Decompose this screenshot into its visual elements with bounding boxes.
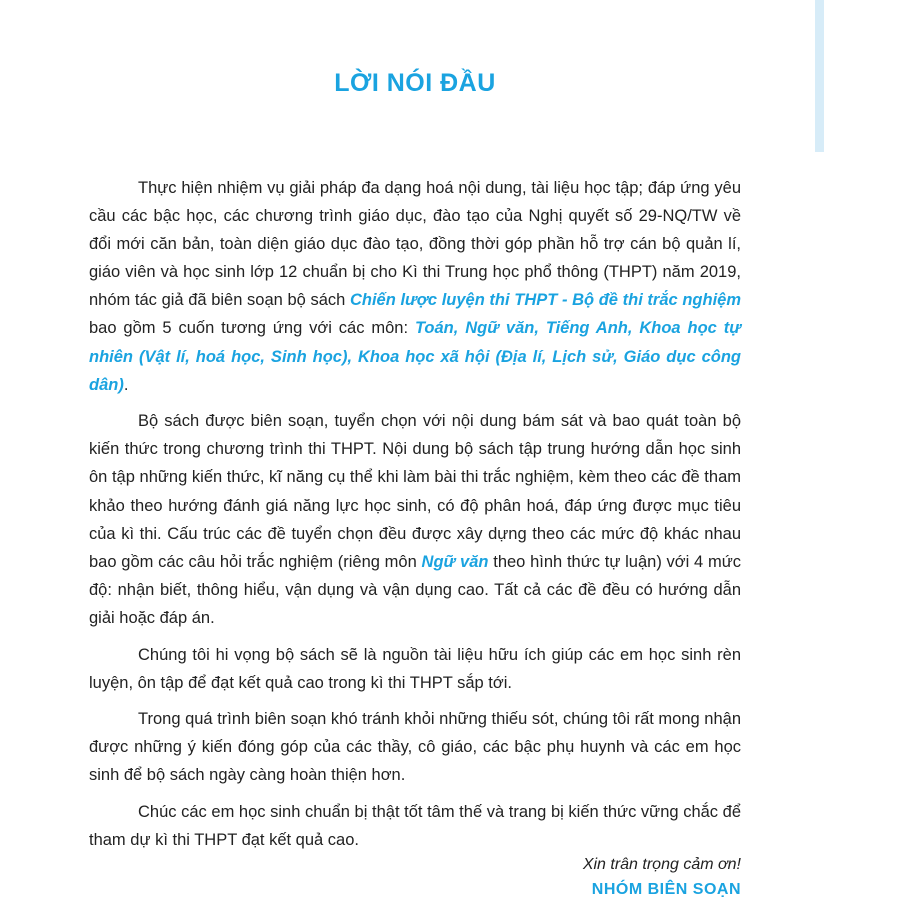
paragraph-1-text-b: bao gồm 5 cuốn tương ứng với các môn: [89,319,415,338]
paragraph-3: Chúng tôi hi vọng bộ sách sẽ là nguồn tài liệu hữu ích giúp các em học sinh rèn luyện, ôn tập để đạt kết quả cao trong kì thi THPT sắp tới. [89,645,741,692]
paragraph-2-text-a: Bộ sách được biên soạn, tuyển chọn với nội dung bám sát và bao quát toàn bộ kiến thức trong chương trình thi THPT. Nội dung bộ sách tập trung hướng dẫn học sinh ôn tập những kiến thức, kĩ năng cụ thể khi làm bài thi trắc nghiệm, kèm theo các đề tham khảo theo hướng đánh giá năng lực học sinh, có độ phân hoá, đáp ứng được mục tiêu của kì thi. Cấu trúc các đề tuyển chọn đều được xây dựng theo các mức độ khác nhau bao gồm các câu hỏi trắc nghiệm (riêng môn [89,412,741,571]
paragraph-2-text-b: theo hình thức tự luận) với 4 mức độ: nhận biết, thông hiểu, vận dụng và vận dụng cao. Tất cả các đề đều có hướng dẫn giải hoặc đáp án. [89,552,741,627]
paragraph-1-text-a: Thực hiện nhiệm vụ giải pháp đa dạng hoá nội dung, tài liệu học tập; đáp ứng yêu cầu các bậc học, các chương trình giáo dục, đào tạo của Nghị quyết số 29-NQ/TW về đổi mới căn bản, toàn diện giáo dục đào tạo, đồng thời góp phần hỗ trợ cán bộ quản lí, giáo viên và học sinh lớp 12 chuẩn bị cho Kì thi Trung học phổ thông (THPT) năm 2019, nhóm tác giả đã biên soạn bộ sách [89,179,741,310]
paragraph-1 [89,174,741,399]
signoff [583,853,741,903]
paragraph-4: Trong quá trình biên soạn khó tránh khỏi những thiếu sót, chúng tôi rất mong nhận được những ý kiến đóng góp của các thầy, cô giáo, các bậc phụ huynh và các em học sinh để bộ sách ngày càng hoàn thiện hơn. [89,710,741,785]
thanks-line: Xin trân trọng cảm ơn! [582,856,741,873]
series-title-highlight: Chiến lược luyện thi THPT - Bộ đề thi trắc nghiệm [349,291,741,310]
preface-body [89,174,741,863]
paragraph-1-text-c: . [123,375,129,394]
page-title: LỜI NÓI ĐẦU [334,68,496,97]
subjects-highlight: Toán, Ngữ văn, Tiếng Anh, Khoa học tự nhiên (Vật lí, hoá học, Sinh học), Khoa học xã hội (Địa lí, Lịch sử, Giáo dục công dân) [89,319,742,394]
ngu-van-highlight: Ngữ văn [421,552,489,571]
paragraph-2 [89,407,741,632]
paragraph-5: Chúc các em học sinh chuẩn bị thật tốt tâm thế và trang bị kiến thức vững chắc để tham dự kì thi THPT đạt kết quả cao. [89,802,741,850]
authors-line: NHÓM BIÊN SOẠN [591,881,741,898]
